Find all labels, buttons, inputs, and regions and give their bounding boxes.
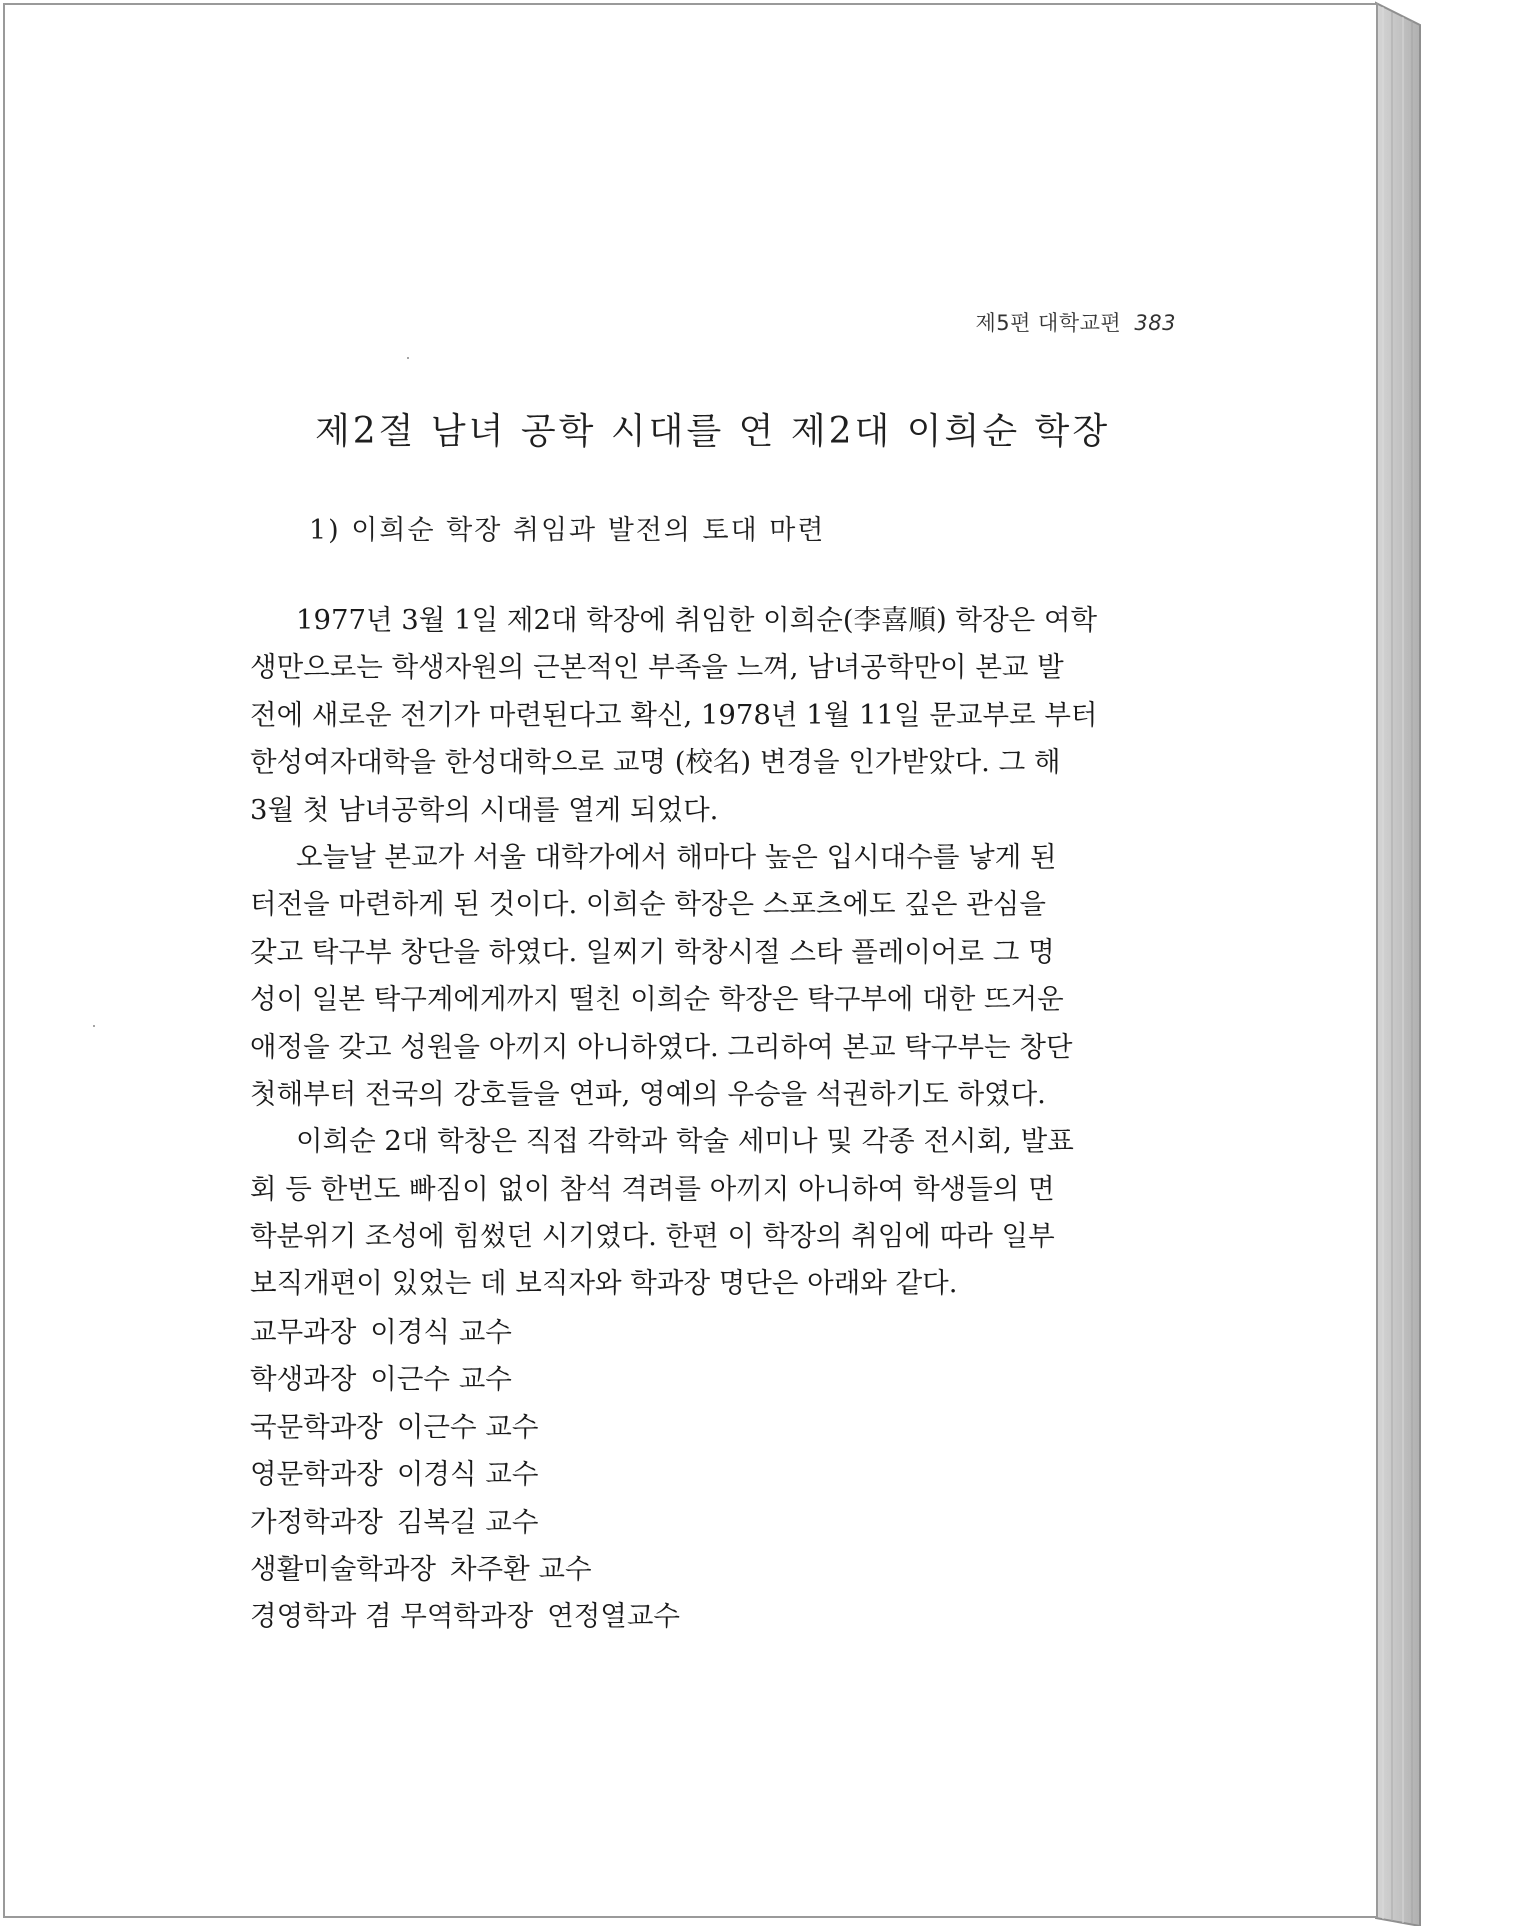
staff-position: 가정학과장 [250, 1505, 383, 1538]
body-line: 생만으로는 학생자원의 근본적인 부족을 느껴, 남녀공학만이 본교 발 [250, 651, 1064, 684]
staff-name: 이근수 교수 [370, 1363, 512, 1396]
body-line: 전에 새로운 전기가 마련된다고 확신, 1978년 1월 11일 문교부로 부터 [250, 698, 1098, 731]
chapter-title: 제2절 남녀 공학 시대를 연 제2대 이희순 학장 [315, 411, 1111, 452]
staff-position: 교무과장 [250, 1316, 357, 1348]
staff-position: 영문학과장 [250, 1458, 383, 1491]
section-title: 1) 이희순 학장 취임과 발전의 토대 마련 [309, 515, 826, 546]
running-head-text: 제5편 대학교편 [975, 311, 1122, 335]
body-line: 이희순 2대 학창은 직접 각학과 학술 세미나 및 각종 전시회, 발표 [296, 1125, 1074, 1158]
body-line: 갖고 탁구부 창단을 하였다. 일찌기 학창시절 스타 플레이어로 그 명 [250, 935, 1055, 968]
staff-position: 생활미술학과장 [250, 1553, 436, 1586]
staff-list [250, 1309, 680, 1641]
body-line: 보직개편이 있었는 데 보직자와 학과장 명단은 아래와 같다. [250, 1267, 958, 1300]
staff-list-item [250, 1356, 680, 1403]
body-line: 첫해부터 전국의 강호들을 연파, 영예의 우승을 석권하기도 하였다. [250, 1077, 1046, 1110]
staff-position: 경영학과 겸 무역학과장 [250, 1600, 534, 1633]
body-line: 터전을 마련하게 된 것이다. 이희순 학장은 스포츠에도 깊은 관심을 [250, 888, 1046, 921]
body-text [250, 597, 1175, 1308]
staff-name: 김복길 교수 [396, 1505, 539, 1538]
body-line: 학분위기 조성에 힘썼던 시기였다. 한편 이 학장의 취임에 따라 일부 [250, 1220, 1055, 1253]
staff-name: 이근수 교수 [396, 1410, 539, 1443]
staff-list-item [250, 1309, 680, 1356]
staff-position: 학생과장 [250, 1363, 357, 1396]
body-line: 애정을 갖고 성원을 아끼지 아니하였다. 그리하여 본교 탁구부는 창단 [250, 1030, 1073, 1063]
body-line: 회 등 한번도 빠짐이 없이 참석 격려를 아끼지 아니하여 학생들의 면 [250, 1172, 1055, 1205]
staff-name: 연정열교수 [547, 1600, 680, 1633]
staff-name: 이경식 교수 [396, 1458, 539, 1491]
staff-list-item [250, 1451, 680, 1498]
staff-name: 차주환 교수 [449, 1553, 592, 1586]
staff-list-item [250, 1499, 680, 1546]
running-head [975, 307, 1176, 337]
body-line: 성이 일본 탁구계에게까지 떨친 이희순 학장은 탁구부에 대한 뜨거운 [250, 983, 1064, 1016]
body-line: 1977년 3월 1일 제2대 학장에 취임한 이희순(李喜順) 학장은 여학 [296, 604, 1098, 636]
staff-position: 국문학과장 [250, 1410, 383, 1443]
staff-list-item [250, 1546, 680, 1593]
staff-list-item [250, 1593, 680, 1640]
scan-speck [93, 1025, 95, 1027]
body-line: 오늘날 본교가 서울 대학가에서 해마다 높은 입시대수를 낳게 된 [296, 840, 1057, 873]
body-line: 한성여자대학을 한성대학으로 교명 (校名) 변경을 인가받았다. 그 해 [250, 746, 1061, 779]
scan-speck [407, 357, 409, 359]
document-page [3, 3, 1378, 1918]
staff-list-item [250, 1404, 680, 1451]
body-line: 3월 첫 남녀공학의 시대를 열게 되었다. [250, 793, 719, 826]
staff-name: 이경식 교수 [370, 1316, 512, 1348]
page-number: 383 [1134, 311, 1176, 335]
